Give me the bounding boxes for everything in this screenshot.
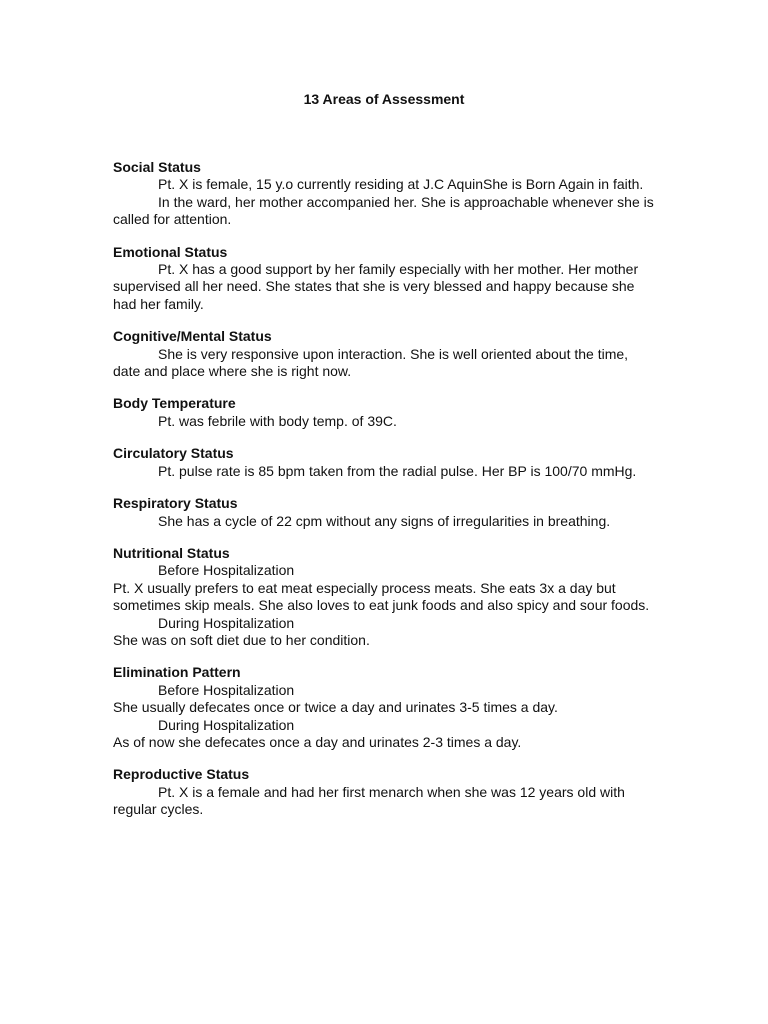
section-paragraph: Pt. X is female, 15 y.o currently residing at J.C AquinShe is Born Again in faith. bbox=[158, 176, 644, 193]
section-paragraph: Pt. X has a good support by her family especially with her mother. Her mother supervised all her need. She states that she is very blessed and happy because she had her family. bbox=[113, 261, 639, 312]
section-paragraph: She is very responsive upon interaction. She is well oriented about the time, date and place where she is right now. bbox=[113, 345, 629, 380]
before-hospitalization-text: She usually defecates once or twice a day and urinates 3-5 times a day. bbox=[113, 699, 558, 716]
section-respiratory-status bbox=[113, 495, 658, 530]
document-title: 13 Areas of Assessment bbox=[303, 91, 465, 107]
during-hospitalization-text: She was on soft diet due to her condition. bbox=[113, 631, 370, 648]
section-heading: Social Status bbox=[113, 159, 201, 175]
before-hospitalization-text: Pt. X usually prefers to eat meat especially process meats. She eats 3x a day but sometimes skip meals. She also loves to eat junk foods and also spicy and sour foods. bbox=[113, 579, 650, 614]
section-heading: Cognitive/Mental Status bbox=[113, 328, 272, 345]
section-social-status bbox=[113, 159, 658, 229]
section-elimination-pattern bbox=[113, 664, 658, 751]
section-heading: Elimination Pattern bbox=[113, 664, 241, 681]
section-circulatory-status bbox=[113, 445, 658, 480]
section-paragraph: Pt. was febrile with body temp. of 39C. bbox=[158, 412, 397, 429]
section-paragraph: She has a cycle of 22 cpm without any signs of irregularities in breathing. bbox=[158, 512, 611, 529]
section-paragraph: Pt. X is a female and had her first menarch when she was 12 years old with regular cycles. bbox=[113, 783, 625, 818]
before-hospitalization-label: Before Hospitalization bbox=[158, 562, 295, 579]
section-reproductive-status bbox=[113, 766, 658, 818]
section-cognitive-mental-status bbox=[113, 328, 658, 380]
section-heading: Nutritional Status bbox=[113, 544, 230, 561]
document-body bbox=[113, 159, 658, 834]
section-emotional-status bbox=[113, 244, 658, 314]
section-paragraph: Pt. pulse rate is 85 bpm taken from the radial pulse. Her BP is 100/70 mmHg. bbox=[158, 462, 637, 479]
before-hospitalization-label: Before Hospitalization bbox=[158, 681, 295, 698]
section-nutritional-status bbox=[113, 545, 658, 649]
section-heading: Emotional Status bbox=[113, 243, 228, 260]
section-heading: Body Temperature bbox=[113, 395, 236, 412]
section-heading: Circulatory Status bbox=[113, 445, 234, 462]
section-paragraph: In the ward, her mother accompanied her. She is approachable whenever she is called for attention. bbox=[113, 193, 654, 228]
section-heading: Reproductive Status bbox=[113, 766, 250, 783]
during-hospitalization-label: During Hospitalization bbox=[158, 716, 295, 733]
section-body-temperature bbox=[113, 395, 658, 430]
during-hospitalization-label: During Hospitalization bbox=[158, 614, 295, 631]
during-hospitalization-text: As of now she defecates once a day and urinates 2-3 times a day. bbox=[113, 733, 522, 750]
section-heading: Respiratory Status bbox=[113, 495, 238, 512]
